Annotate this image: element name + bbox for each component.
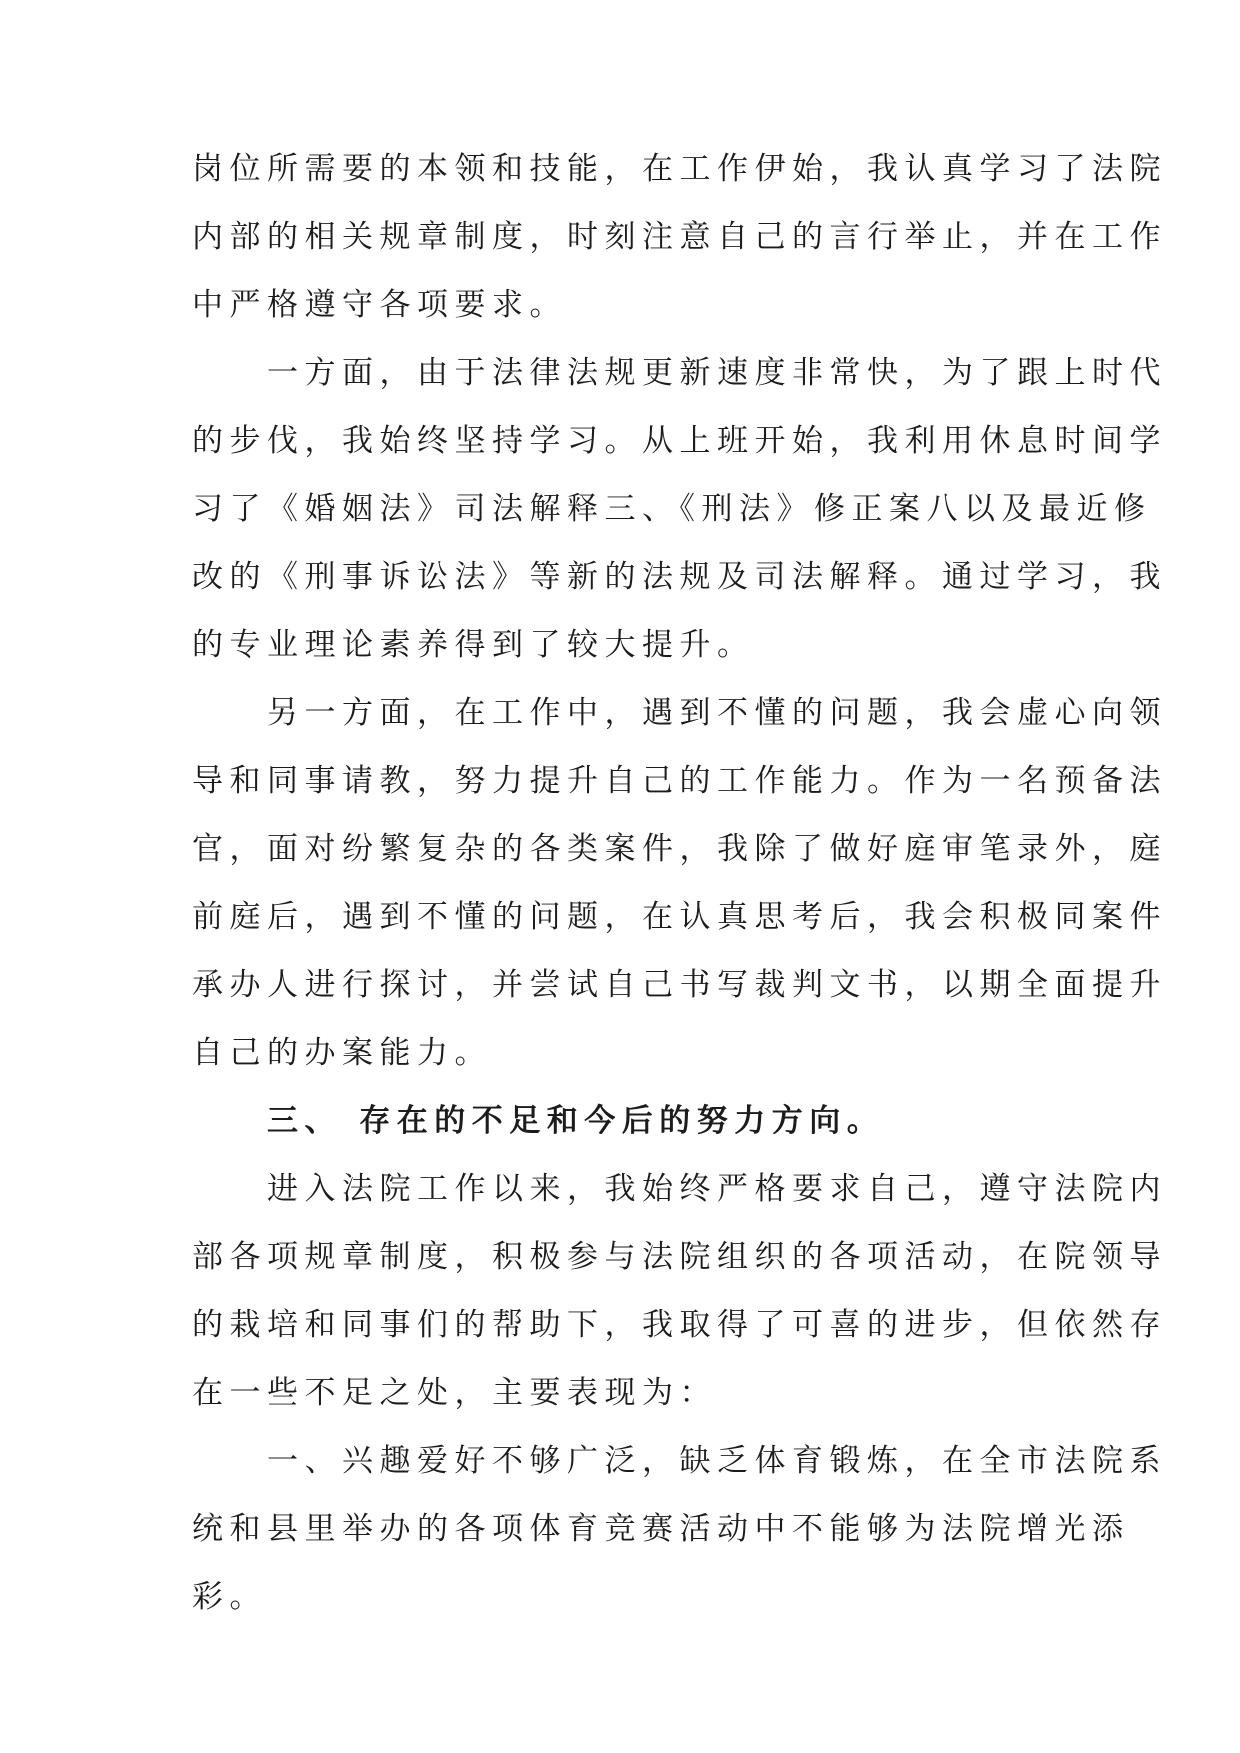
body-line: 中严格遵守各项要求。 [192,287,567,323]
body-line: 在一些不足之处，主要表现为： [192,1375,717,1411]
body-line: 承办人进行探讨，并尝试自己书写裁判文书，以期全面提升 [192,967,1167,1003]
body-line: 部各项规章制度，积极参与法院组织的各项活动，在院领导 [192,1239,1167,1275]
body-line: 改的《刑事诉讼法》等新的法规及司法解释。通过学习，我 [192,559,1167,595]
body-line: 内部的相关规章制度，时刻注意自己的言行举止，并在工作 [192,219,1167,255]
body-line: 岗位所需要的本领和技能，在工作伊始，我认真学习了法院 [192,151,1167,187]
body-line: 的栽培和同事们的帮助下，我取得了可喜的进步，但依然存 [192,1307,1167,1343]
body-line: 的专业理论素养得到了较大提升。 [192,627,755,663]
body-line: 官，面对纷繁复杂的各类案件，我除了做好庭审笔录外，庭 [192,831,1167,867]
body-line: 习了《婚姻法》司法解释三、《刑法》修正案八以及最近修 [192,491,1152,527]
body-line: 的步伐，我始终坚持学习。从上班开始，我利用休息时间学 [192,423,1167,459]
body-line: 彩。 [192,1579,267,1615]
body-line: 前庭后，遇到不懂的问题，在认真思考后，我会积极同案件 [192,899,1167,935]
body-line: 另一方面，在工作中，遇到不懂的问题，我会虚心向领 [192,695,1167,731]
body-line: 统和县里举办的各项体育竞赛活动中不能够为法院增光添 [192,1511,1130,1547]
body-line: 一、兴趣爱好不够广泛，缺乏体育锻炼，在全市法院系 [192,1443,1167,1479]
body-line: 自己的办案能力。 [192,1035,492,1071]
body-line: 一方面，由于法律法规更新速度非常快，为了跟上时代 [192,355,1167,391]
body-line: 进入法院工作以来，我始终严格要求自己，遵守法院内 [192,1171,1167,1207]
body-line: 导和同事请教，努力提升自己的工作能力。作为一名预备法 [192,763,1167,799]
section-heading: 三、 存在的不足和今后的努力方向。 [192,1103,885,1139]
